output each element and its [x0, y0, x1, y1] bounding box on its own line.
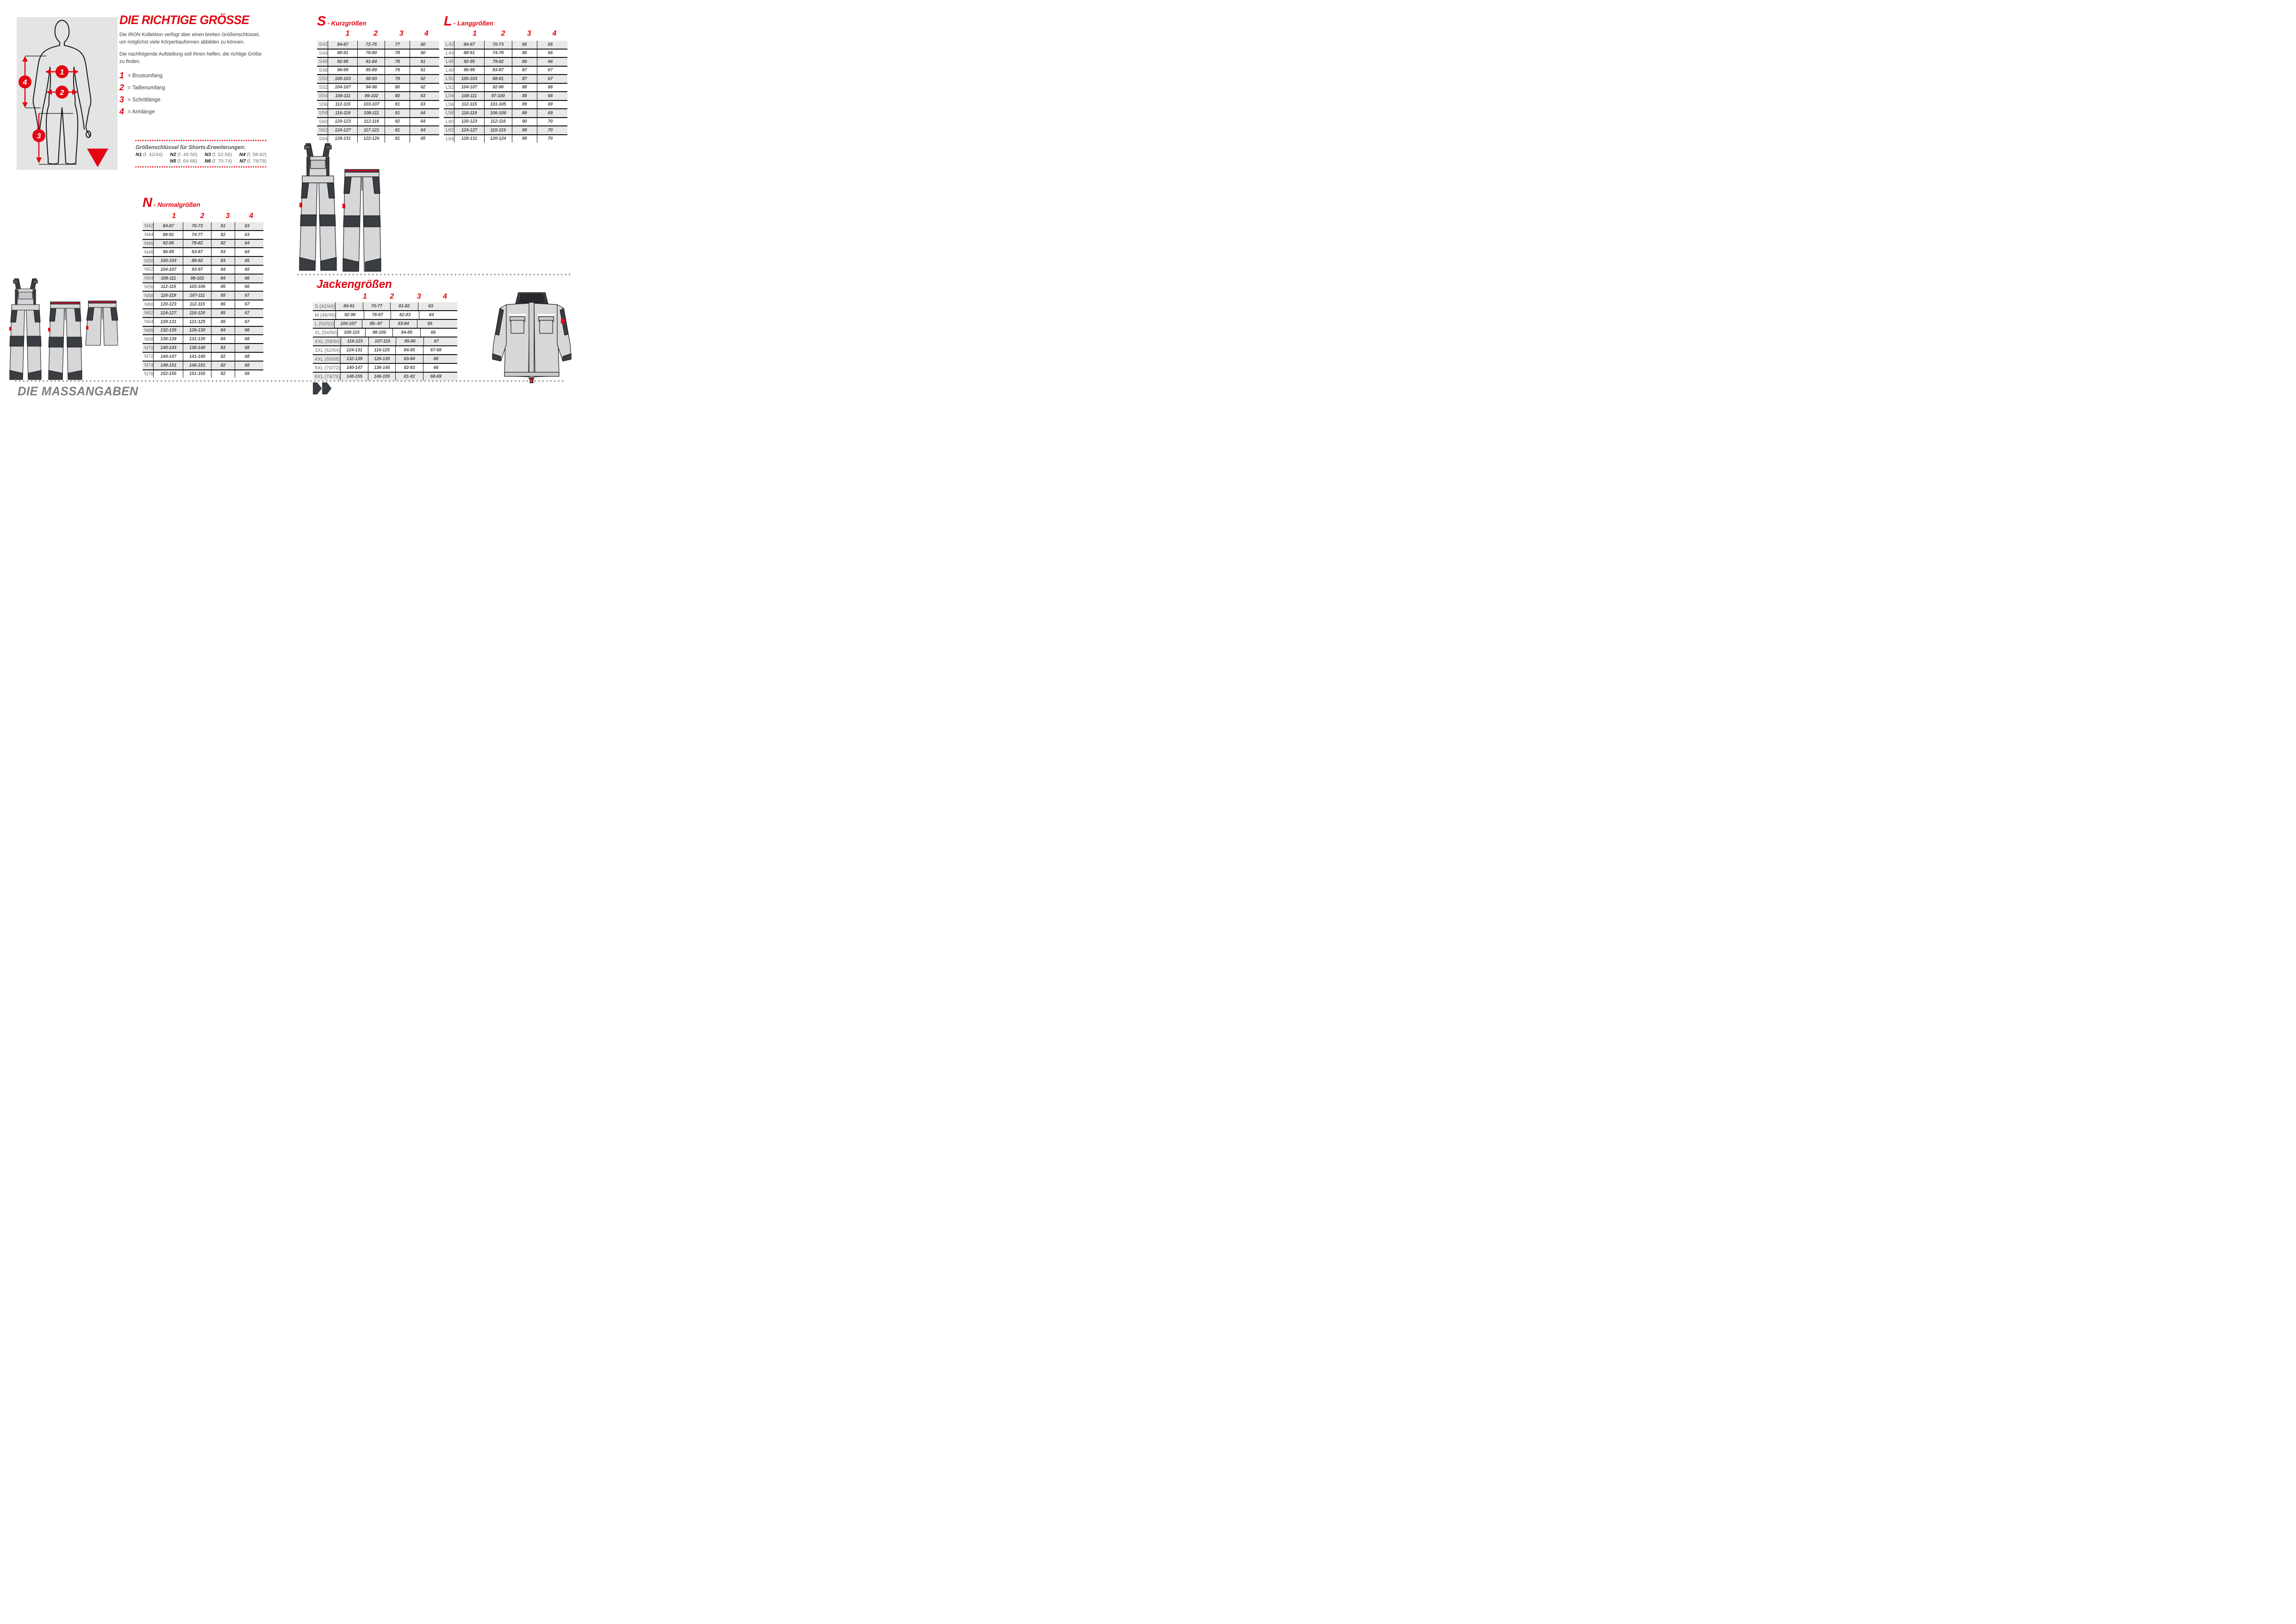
- size-label: 4XL (66/68): [315, 356, 340, 362]
- table-row: L48 96-99 83-87 87 67: [444, 66, 567, 75]
- reflective-stripe: [509, 314, 526, 316]
- table-row: 4XL (66/68) 132-139 126-135 83-84 68: [313, 354, 457, 363]
- table-row: S50 100-103 90-93 79 62: [317, 74, 439, 83]
- dotted-separator-red-bottom: [135, 166, 268, 168]
- legend-number: 2: [119, 83, 124, 92]
- column-header-3: 3: [225, 212, 230, 220]
- size-label: L62: [446, 127, 454, 133]
- table-row: N50 100-103 88-92 83 65: [143, 256, 263, 265]
- measurement-legend: [119, 70, 165, 119]
- shorts-waistband: [88, 303, 116, 307]
- size-label: L52: [446, 84, 454, 90]
- jacket-pocket-right: [540, 320, 553, 333]
- size-label: N52: [144, 267, 154, 273]
- table-row: N52 104-107 93-97 84 65: [143, 265, 263, 274]
- s-table-column-headers: [317, 29, 439, 39]
- size-label: S64: [319, 136, 328, 142]
- column-header-4: 4: [249, 212, 254, 220]
- size-label: N48: [144, 249, 154, 255]
- svg-text:2: 2: [60, 89, 64, 97]
- jacket-illustration: [491, 290, 573, 383]
- table-row: L58 116-119 106-109 89 69: [444, 108, 567, 117]
- size-label: 5XL (70/72): [315, 365, 340, 371]
- shorts-key-row-2: [170, 158, 267, 164]
- body-measurement-figure: [17, 17, 118, 170]
- size-label: L64: [446, 136, 454, 142]
- size-label: N46: [144, 240, 154, 246]
- legend-item: [119, 94, 165, 105]
- table-row: XL (54/56) 108-115 98-106 84-85 66: [313, 328, 457, 337]
- legend-label: = Taillenumfang: [128, 85, 165, 91]
- size-label: N72: [144, 354, 154, 360]
- jacket-table-title: Jackengrößen: [317, 278, 392, 291]
- table-row: N62 124-127 116-120 85 67: [143, 308, 263, 317]
- legend-number: 3: [119, 95, 124, 104]
- size-label: L42: [446, 42, 454, 48]
- table-row: N58 116-119 107-111 85 67: [143, 291, 263, 300]
- l-table: [444, 41, 567, 143]
- table-row: N76 152-155 151-155 82 69: [143, 369, 263, 378]
- table-row: N70 140-143 136-140 83 68: [143, 343, 263, 352]
- size-label: XL (54/56): [315, 330, 338, 336]
- size-label: N74: [144, 362, 154, 369]
- svg-text:3: 3: [37, 132, 41, 140]
- size-label: S62: [319, 127, 328, 133]
- table-row: XXL (58/60) 116-123 107-115 85-86 67: [313, 337, 457, 345]
- bib-overall-and-pants-illustration: [295, 142, 387, 274]
- shorts-key-entry: N3 (f. 52-56): [205, 152, 232, 157]
- table-row: L42 84-87 70-73 85 65: [444, 41, 567, 49]
- shorts-key-entry: N2 (f. 46-50): [170, 152, 198, 157]
- svg-text:4: 4: [23, 79, 27, 87]
- brand-patch: [299, 203, 302, 207]
- column-header-1: 1: [473, 30, 477, 37]
- s-table-suffix: - Kurzgrößen: [327, 20, 367, 27]
- size-label: S (42/44): [315, 303, 335, 309]
- table-row: L60 120-123 112-116 90 70: [444, 117, 567, 126]
- size-label: S60: [319, 119, 328, 125]
- column-header-2: 2: [373, 30, 378, 37]
- s-table: [317, 41, 439, 143]
- table-row: N46 92-95 78-82 82 64: [143, 239, 263, 248]
- size-label: L (50/52): [315, 321, 335, 327]
- size-label: N76: [144, 371, 154, 377]
- size-label: N54: [144, 275, 154, 281]
- size-label: N70: [144, 345, 154, 351]
- shorts-key-entry: N1 (f. 42/44): [136, 152, 163, 157]
- brand-patch: [86, 326, 88, 330]
- n-table-title: [143, 195, 200, 211]
- column-header-2: 2: [200, 212, 205, 220]
- table-row: L (50/52) 100-107 88--97 83-84 65: [313, 319, 457, 328]
- n-table-column-headers: [143, 211, 263, 221]
- size-label: S44: [319, 50, 328, 56]
- size-label: N58: [144, 293, 154, 299]
- table-row: L64 128-131 120-124 89 70: [444, 134, 567, 143]
- svg-text:1: 1: [60, 69, 64, 76]
- table-row: L54 108-111 97-100 88 68: [444, 91, 567, 100]
- size-label: L50: [446, 76, 454, 82]
- footer-title: DIE MASSANGABEN: [18, 384, 138, 398]
- size-label: S54: [319, 93, 328, 99]
- table-row: L46 92-95 79-82 86 66: [444, 57, 567, 66]
- size-label: N50: [144, 258, 154, 264]
- s-table-prefix: S: [317, 14, 326, 29]
- table-row: 6XL (74/76) 148-155 146-155 81-82 68-69: [313, 372, 457, 381]
- table-row: S46 92-95 81-84 78 61: [317, 57, 439, 66]
- table-row: N54 108-111 98-102 84 66: [143, 274, 263, 282]
- brand-patch: [342, 204, 345, 208]
- table-row: 3XL (62/64) 124-131 116-125 84-85 67-68: [313, 345, 457, 354]
- column-header-3: 3: [527, 30, 531, 37]
- column-header-1: 1: [345, 30, 350, 37]
- size-label: 3XL (62/64): [315, 347, 340, 353]
- legend-label: = Schrittlänge: [128, 97, 161, 103]
- jacket-hem: [504, 372, 559, 376]
- pants-waistband: [50, 304, 80, 308]
- overall-pants-shorts-illustration: [7, 277, 118, 383]
- size-label: L54: [446, 93, 454, 99]
- size-label: N68: [144, 336, 154, 342]
- legend-item: [119, 106, 165, 117]
- dotted-separator-bottom: [14, 380, 565, 382]
- size-label: S52: [319, 84, 328, 90]
- table-row: L62 124-127 115-119 89 70: [444, 125, 567, 134]
- dotted-separator-red-top: [135, 139, 268, 142]
- jacket-table: [313, 302, 457, 381]
- size-label: S42: [319, 42, 328, 48]
- size-label: N60: [144, 301, 154, 307]
- table-row: S60 120-123 112-116 82 64: [317, 117, 439, 126]
- l-table-prefix: L: [444, 14, 452, 29]
- overall-waistband: [302, 176, 334, 183]
- page-title: DIE RICHTIGE GRÖSSE: [119, 13, 249, 27]
- size-label: N44: [144, 232, 154, 238]
- s-table-title: [317, 14, 366, 29]
- intro-paragraph-2: Die nachfolgende Aufstellung soll Ihnen helfen, die richtige Größe zu finden.: [119, 51, 262, 64]
- size-label: L44: [446, 50, 454, 56]
- shorts-key-entry: N6 (f. 70-74): [205, 158, 232, 164]
- table-row: S54 108-111 99-102 80 63: [317, 91, 439, 100]
- table-row: M (46/48) 92-99 78-87 82-83 64: [313, 310, 457, 319]
- legend-number: 4: [119, 107, 124, 116]
- size-label: L58: [446, 110, 454, 116]
- table-row: N64 128-131 121-125 85 67: [143, 317, 263, 326]
- size-label: N56: [144, 284, 154, 290]
- n-table-suffix: - Normalgrößen: [153, 201, 200, 208]
- column-header-3: 3: [399, 30, 404, 37]
- n-table: [143, 222, 263, 378]
- legend-label: = Armlänge: [128, 109, 155, 115]
- table-row: N66 132-135 126-130 84 68: [143, 326, 263, 335]
- table-row: N42 84-87 70-73 81 63: [143, 222, 263, 230]
- l-table-suffix: - Langgrößen: [453, 20, 493, 27]
- size-label: S56: [319, 101, 328, 107]
- size-label: S58: [319, 110, 328, 116]
- table-row: S58 116-119 108-111 81 64: [317, 108, 439, 117]
- size-label: L60: [446, 119, 454, 125]
- l-table-title: [444, 14, 493, 29]
- size-label: L46: [446, 59, 454, 65]
- table-row: 5XL (70/72) 140-147 136-145 82-83 68: [313, 363, 457, 372]
- pants-waistband: [345, 172, 379, 177]
- size-label: 6XL (74/76): [315, 374, 340, 380]
- shorts-key-entry: N5 (f. 64-68): [170, 158, 197, 164]
- column-header-3: 3: [417, 293, 421, 300]
- size-label: N64: [144, 319, 154, 325]
- table-row: N72 144-147 141-145 82 68: [143, 352, 263, 361]
- table-row: N68 136-139 131-135 84 68: [143, 334, 263, 343]
- shorts-size-key-box: [135, 139, 268, 168]
- jacket-pocket-left: [511, 320, 524, 333]
- column-header-2: 2: [501, 30, 505, 37]
- forward-chevrons-icon: [313, 382, 331, 395]
- brand-patch: [9, 327, 12, 331]
- shorts-key-row-1: [136, 152, 267, 157]
- table-row: N74 148-151 146-151 82 68: [143, 361, 263, 369]
- size-label: M (46/48): [315, 312, 336, 318]
- shorts-key-entry: N7 (f. 76/78): [239, 158, 267, 164]
- column-header-4: 4: [442, 293, 447, 300]
- table-row: S56 112-115 103-107 81 63: [317, 100, 439, 109]
- legend-item: [119, 70, 165, 81]
- shorts-key-entry: N4 (f. 58-62): [239, 152, 267, 157]
- legend-item: [119, 82, 165, 93]
- size-label: S48: [319, 67, 328, 73]
- l-table-column-headers: [444, 29, 567, 39]
- size-label: XXL (58/60): [315, 338, 341, 344]
- table-row: S (42/44) 84-91 70-77 81-82 63: [313, 302, 457, 310]
- shorts-key-title: Größenschlüssel für Shorts-Erweiterungen:: [136, 144, 246, 150]
- table-row: L56 112-115 101-105 89 69: [444, 100, 567, 109]
- size-label: L56: [446, 101, 454, 107]
- brand-patch: [48, 328, 50, 331]
- intro-paragraph-1: Die IRON Kollektion verfügt über einen breiten Größenschlüssel, um möglichst viele Körperbauformen abbilden zu können.: [119, 32, 260, 45]
- column-header-1: 1: [362, 293, 367, 300]
- size-label: N62: [144, 310, 154, 316]
- table-row: L52 104-107 92-96 88 68: [444, 83, 567, 92]
- dotted-separator-gray: [296, 273, 572, 276]
- column-header-2: 2: [390, 293, 394, 300]
- size-guide-page: [0, 0, 574, 406]
- table-row: N56 112-115 103-106 85 66: [143, 282, 263, 291]
- table-row: N44 88-91 74-77 82 63: [143, 230, 263, 239]
- column-header-1: 1: [172, 212, 176, 220]
- table-row: S48 96-99 85-89 79 61: [317, 66, 439, 75]
- reflective-stripe: [538, 314, 554, 316]
- table-row: L50 100-103 88-91 87 67: [444, 74, 567, 83]
- table-row: S44 88-91 76-80 78 60: [317, 49, 439, 57]
- legend-label: = Brustumfang: [128, 73, 163, 79]
- table-row: S52 104-107 94-98 80 62: [317, 83, 439, 92]
- table-row: S62 124-127 117-121 81 64: [317, 125, 439, 134]
- table-row: N60 120-123 112-115 86 67: [143, 300, 263, 308]
- jacket-table-column-headers: [313, 292, 457, 302]
- size-label: S46: [319, 59, 328, 65]
- table-row: L44 88-91 74-78 86 66: [444, 49, 567, 57]
- size-label: N66: [144, 327, 154, 333]
- size-label: L48: [446, 67, 454, 73]
- size-label: S50: [319, 76, 328, 82]
- column-header-4: 4: [552, 30, 557, 37]
- jacket-zipper-placket: [529, 302, 534, 379]
- legend-number: 1: [119, 71, 124, 80]
- table-row: S64 128-131 122-126 81 65: [317, 134, 439, 143]
- table-row: N48 96-99 83-87 83 64: [143, 247, 263, 256]
- overall-waistband: [12, 305, 39, 310]
- column-header-4: 4: [424, 30, 429, 37]
- n-table-prefix: N: [143, 195, 152, 210]
- brand-patch: [561, 319, 565, 324]
- size-label: N42: [144, 223, 154, 229]
- table-row: S42 84-87 72-75 77 60: [317, 41, 439, 49]
